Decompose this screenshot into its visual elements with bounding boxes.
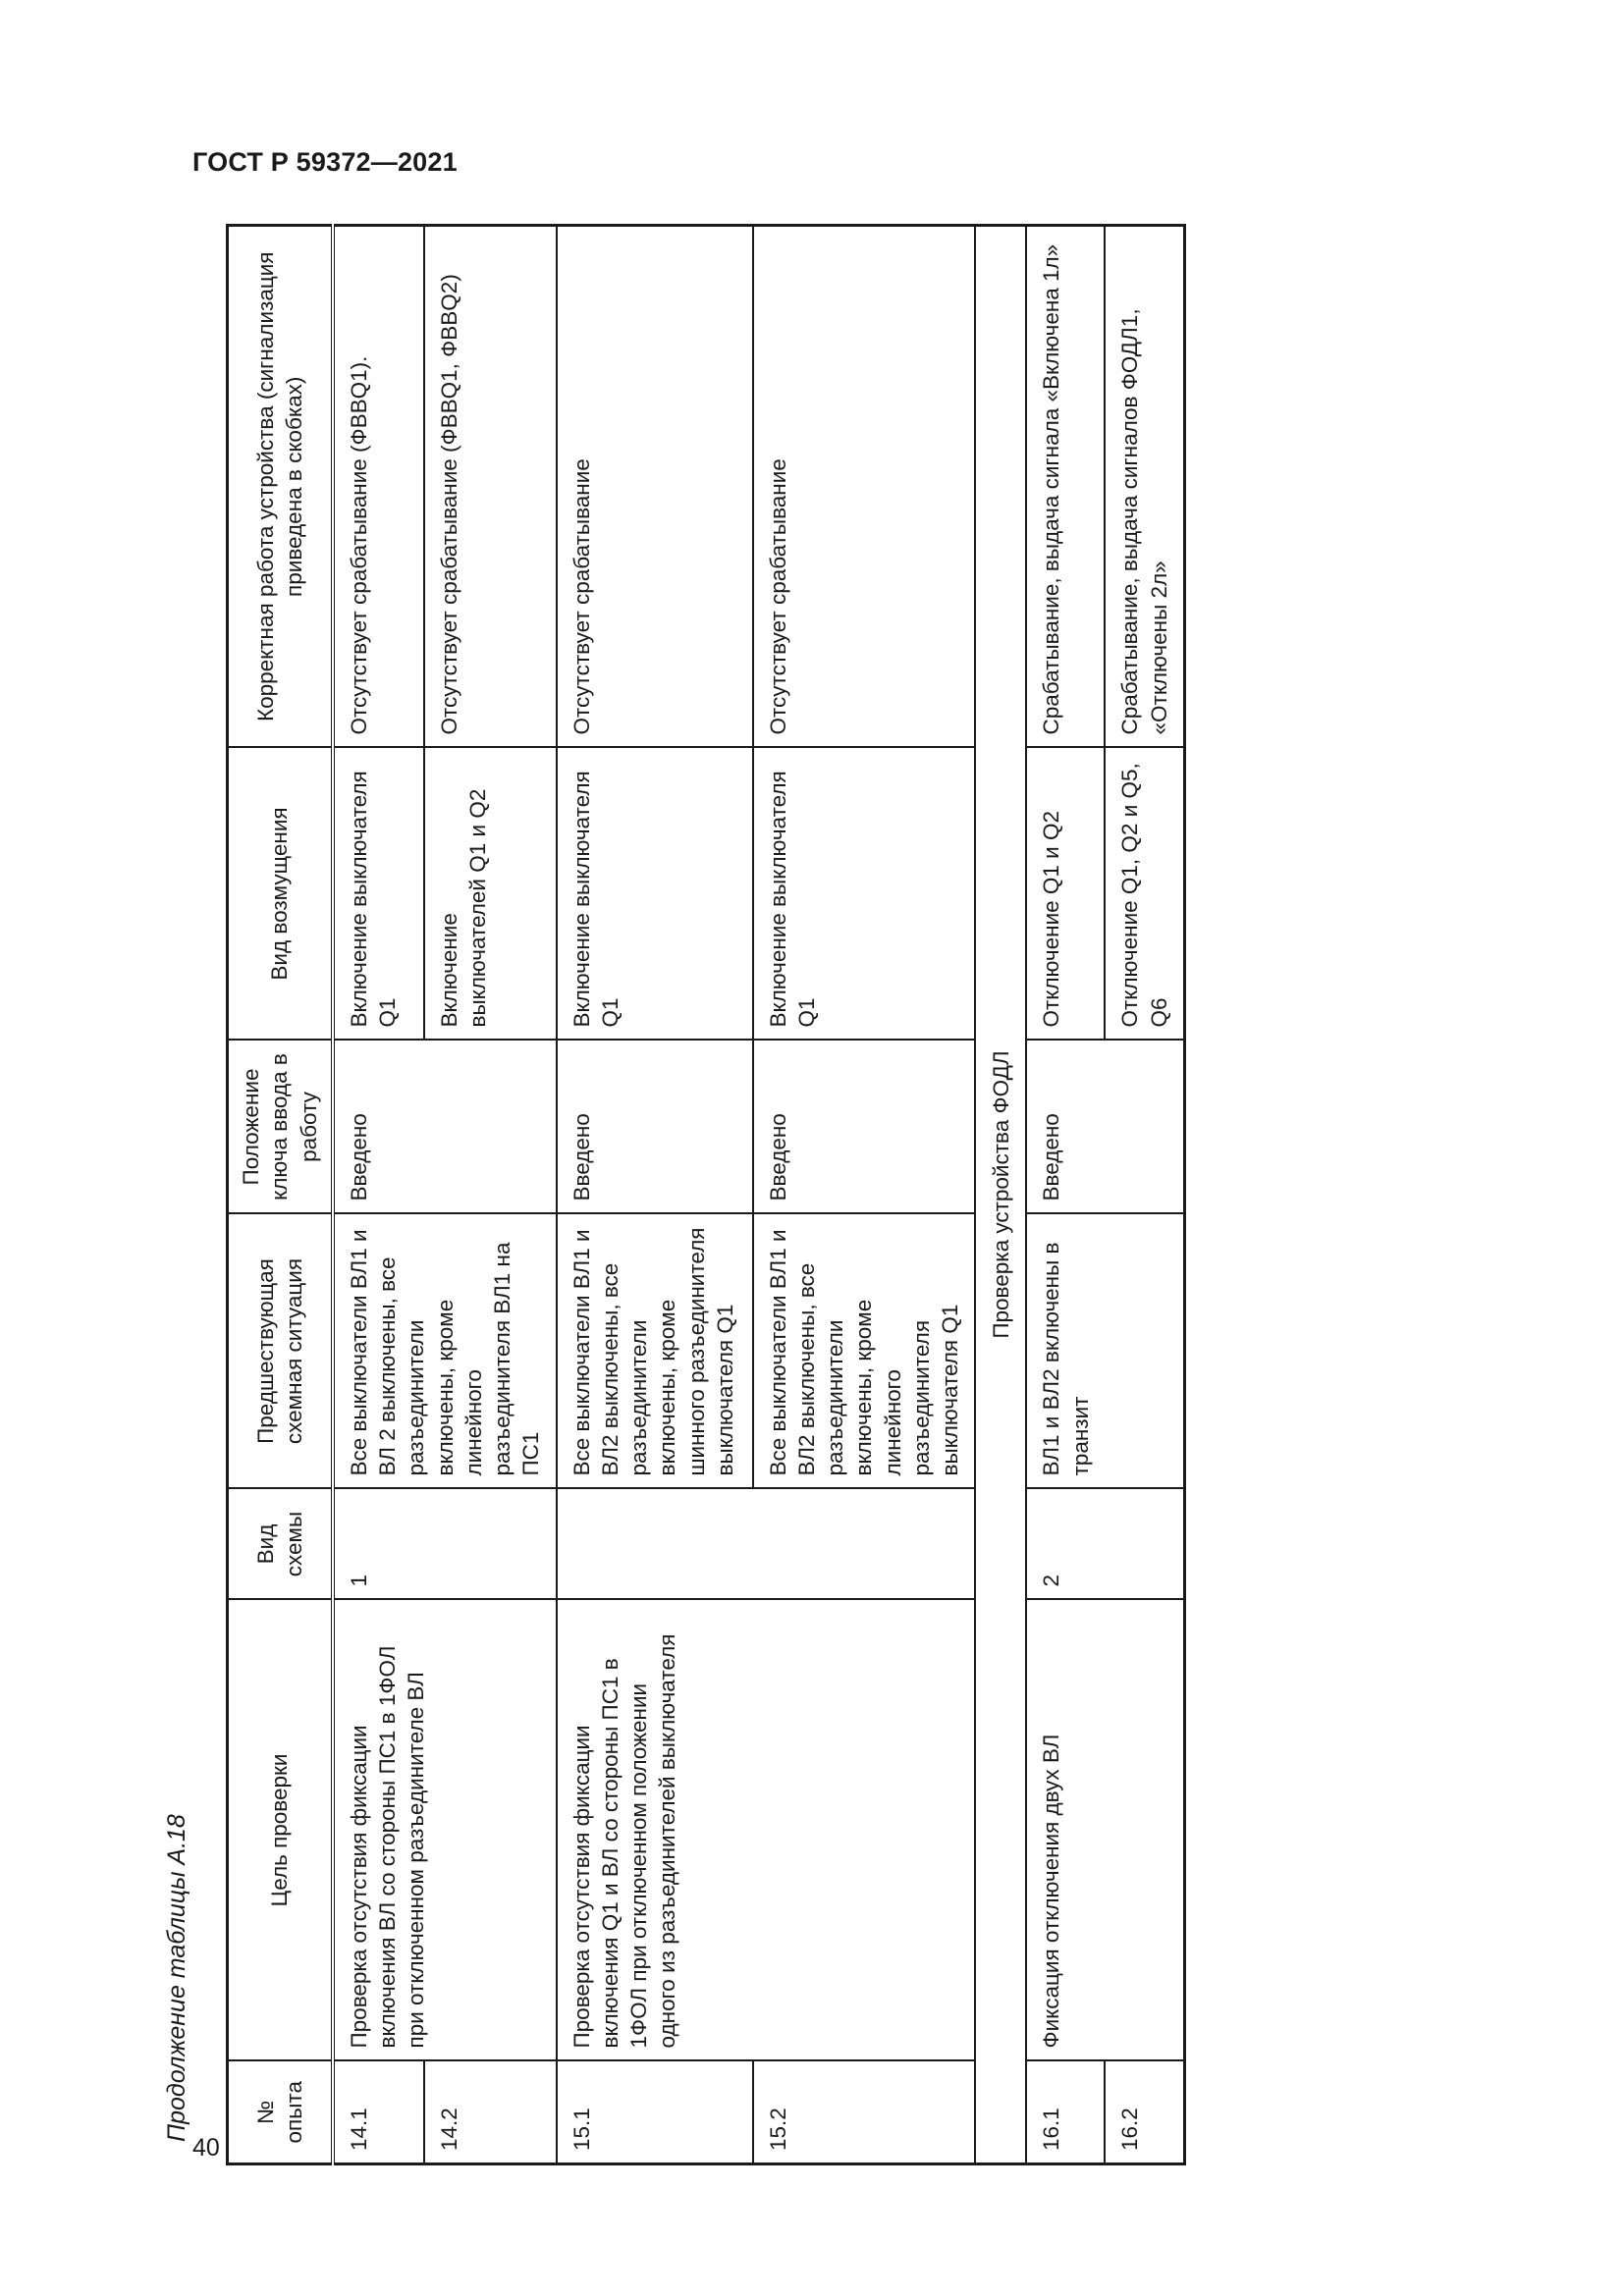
cell-goal: Фиксация отключения двух ВЛ bbox=[1026, 1600, 1184, 2061]
col-header-goal: Цель проверки bbox=[228, 1600, 333, 2061]
col-header-disturbance: Вид возмущения bbox=[228, 748, 333, 1041]
cell-situation: Все выключатели ВЛ1 и ВЛ2 выключены, все разъединители включены, кроме линейного разъединителя выключателя Q1 bbox=[753, 1214, 976, 1489]
cell-result: Отсутствует срабатывание (ФВВQ1). bbox=[333, 226, 424, 748]
cell-result: Отсутствует срабатывание bbox=[557, 226, 753, 748]
cell-num: 15.1 bbox=[557, 2061, 753, 2164]
document-header: ГОСТ Р 59372—2021 bbox=[192, 147, 458, 177]
table-header-row bbox=[228, 226, 333, 2164]
section-row bbox=[975, 226, 1026, 2164]
rotated-table-area bbox=[135, 51, 1171, 2165]
table-row bbox=[557, 226, 753, 2164]
cell-situation: Все выключатели ВЛ1 и ВЛ 2 выключены, все разъединители включены, кроме линейного разъединителя ВЛ1 на ПС1 bbox=[333, 1214, 557, 1489]
col-header-situation: Предшествующая схемная ситуация bbox=[228, 1214, 333, 1489]
col-header-key: Положение ключа ввода в работу bbox=[228, 1041, 333, 1214]
cell-disturbance: Отключение Q1 и Q2 bbox=[1026, 748, 1105, 1041]
cell-result: Срабатывание, выдача сигнала «Включена 1л» bbox=[1026, 226, 1105, 748]
cell-key: Введено bbox=[557, 1041, 753, 1214]
cell-key: Введено bbox=[1026, 1041, 1184, 1214]
table-caption: Продолжение таблицы А.18 bbox=[163, 1814, 190, 2142]
cell-goal: Проверка отсутствия фиксации включения Q1 и ВЛ со стороны ПС1 в 1ФОЛ при отключенном положении одного из разъединителей выключателя bbox=[557, 1600, 976, 2061]
cell-disturbance: Включение выключателей Q1 и Q2 bbox=[424, 748, 557, 1041]
cell-disturbance: Включение выключателя Q1 bbox=[557, 748, 753, 1041]
cell-situation: Все выключатели ВЛ1 и ВЛ2 выключены, все разъединители включены, кроме шинного разъединителя выключателя Q1 bbox=[557, 1214, 753, 1489]
col-header-scheme: Вид схемы bbox=[228, 1489, 333, 1600]
cell-num: 14.2 bbox=[424, 2061, 557, 2164]
cell-disturbance: Отключение Q1, Q2 и Q5, Q6 bbox=[1105, 748, 1184, 1041]
cell-scheme: 2 bbox=[1026, 1489, 1184, 1600]
cell-num: 14.1 bbox=[333, 2061, 424, 2164]
col-header-num: № опыта bbox=[228, 2061, 333, 2164]
cell-num: 16.1 bbox=[1026, 2061, 1105, 2164]
cell-disturbance: Включение выключателя Q1 bbox=[753, 748, 976, 1041]
cell-key: Введено bbox=[333, 1041, 557, 1214]
cell-result: Срабатывание, выдача сигналов ФОДЛ1, «Отключены 2л» bbox=[1105, 226, 1184, 748]
cell-key: Введено bbox=[753, 1041, 976, 1214]
cell-scheme bbox=[557, 1489, 976, 1600]
col-header-result: Корректная работа устройства (сигнализация приведена в скобках) bbox=[228, 226, 333, 748]
table-row bbox=[333, 226, 424, 2164]
cell-disturbance: Включение выключателя Q1 bbox=[333, 748, 424, 1041]
page-number: 40 bbox=[192, 2134, 220, 2162]
cell-situation: ВЛ1 и ВЛ2 включены в транзит bbox=[1026, 1214, 1184, 1489]
section-title: Проверка устройства ФОДЛ bbox=[975, 226, 1026, 2164]
cell-goal: Проверка отсутствия фиксации включения ВЛ со стороны ПС1 в 1ФОЛ при отключенном разъединителе ВЛ bbox=[333, 1600, 557, 2061]
cell-result: Отсутствует срабатывание (ФВВQ1, ФВВQ2) bbox=[424, 226, 557, 748]
cell-result: Отсутствует срабатывание bbox=[753, 226, 976, 748]
cell-scheme: 1 bbox=[333, 1489, 557, 1600]
test-table bbox=[226, 224, 1186, 2165]
cell-num: 16.2 bbox=[1105, 2061, 1184, 2164]
table-row bbox=[1026, 226, 1105, 2164]
cell-num: 15.2 bbox=[753, 2061, 976, 2164]
